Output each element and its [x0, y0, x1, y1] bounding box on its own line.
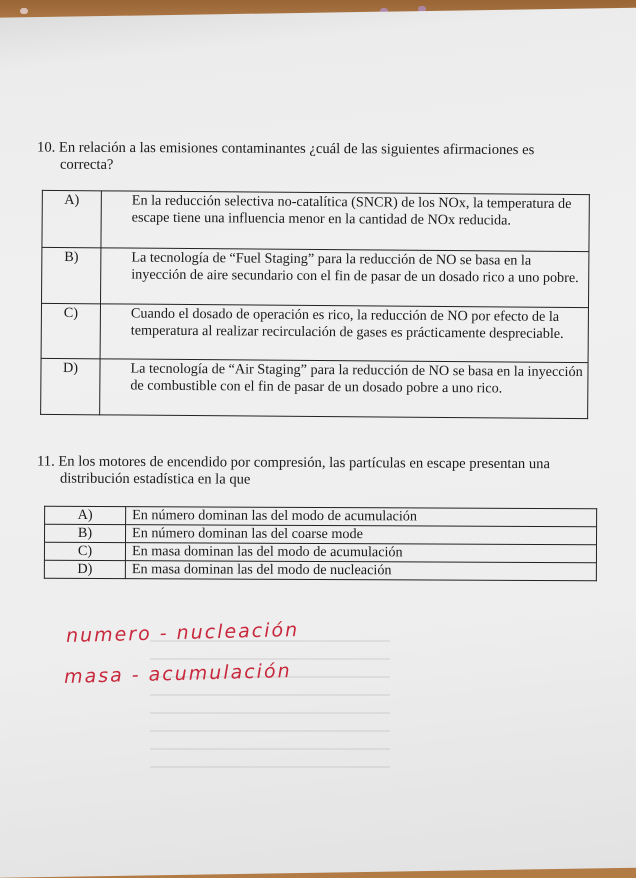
option-text: En masa dominan las del modo de acumulación: [125, 543, 596, 563]
option-row: [42, 190, 589, 251]
option-letter: D): [41, 358, 100, 414]
question-10-number: 10.: [37, 139, 56, 156]
question-11-text-line1: En los motores de encendido por compresión, las partículas en escape presentan una: [58, 453, 551, 473]
option-letter: B): [45, 524, 126, 542]
question-11: [37, 454, 607, 491]
option-row: [44, 542, 596, 562]
question-11-options-table: [44, 506, 597, 581]
option-letter: D): [44, 560, 125, 578]
option-row: [45, 524, 597, 544]
question-10-options-table: [40, 190, 590, 419]
option-text: La tecnología de “Air Staging” para la reducción de NO se basa en la inyección de combustible con el fin de pasar de un dosado pobre a uno rico.: [100, 359, 588, 419]
option-row: [45, 506, 597, 526]
question-10: [37, 140, 597, 177]
option-letter: A): [45, 506, 126, 524]
handwritten-note-numero: numero - nucleación: [65, 618, 300, 648]
handwritten-note-masa: masa - acumulación: [63, 660, 292, 688]
option-text: En número dominan las del modo de acumulación: [126, 507, 597, 527]
option-row: [41, 358, 588, 418]
option-letter: A): [42, 190, 101, 247]
question-11-number: 11.: [37, 453, 55, 470]
question-11-text-line2: distribución estadística en la que: [59, 470, 251, 488]
option-row: [41, 303, 588, 362]
option-row: [42, 247, 589, 307]
question-10-text-line2: correcta?: [59, 156, 114, 173]
question-10-text-line1: En relación a las emisiones contaminantes ¿cuál de las siguientes afirmaciones es: [58, 139, 535, 159]
option-text: En la reducción selectiva no-catalítica (SNCR) de los NOx, la temperatura de escape tiene una influencia menor en la cantidad de NOx reducida.: [101, 191, 589, 252]
option-text: Cuando el dosado de operación es rico, la reducción de NO por efecto de la temperatura al realizar recirculación de gases es prácticamente despreciable.: [100, 304, 588, 363]
option-text: En número dominan las del coarse mode: [126, 525, 597, 545]
desk-spot: [20, 8, 28, 14]
option-letter: B): [42, 247, 101, 303]
option-letter: C): [44, 542, 125, 560]
option-row: [44, 560, 596, 580]
option-text: La tecnología de “Fuel Staging” para la reducción de NO se basa en la inyección de aire secundario con el fin de pasar de un dosado rico a uno pobre.: [100, 248, 588, 308]
option-letter: C): [41, 303, 100, 358]
option-text: En masa dominan las del modo de nucleación: [125, 561, 596, 581]
